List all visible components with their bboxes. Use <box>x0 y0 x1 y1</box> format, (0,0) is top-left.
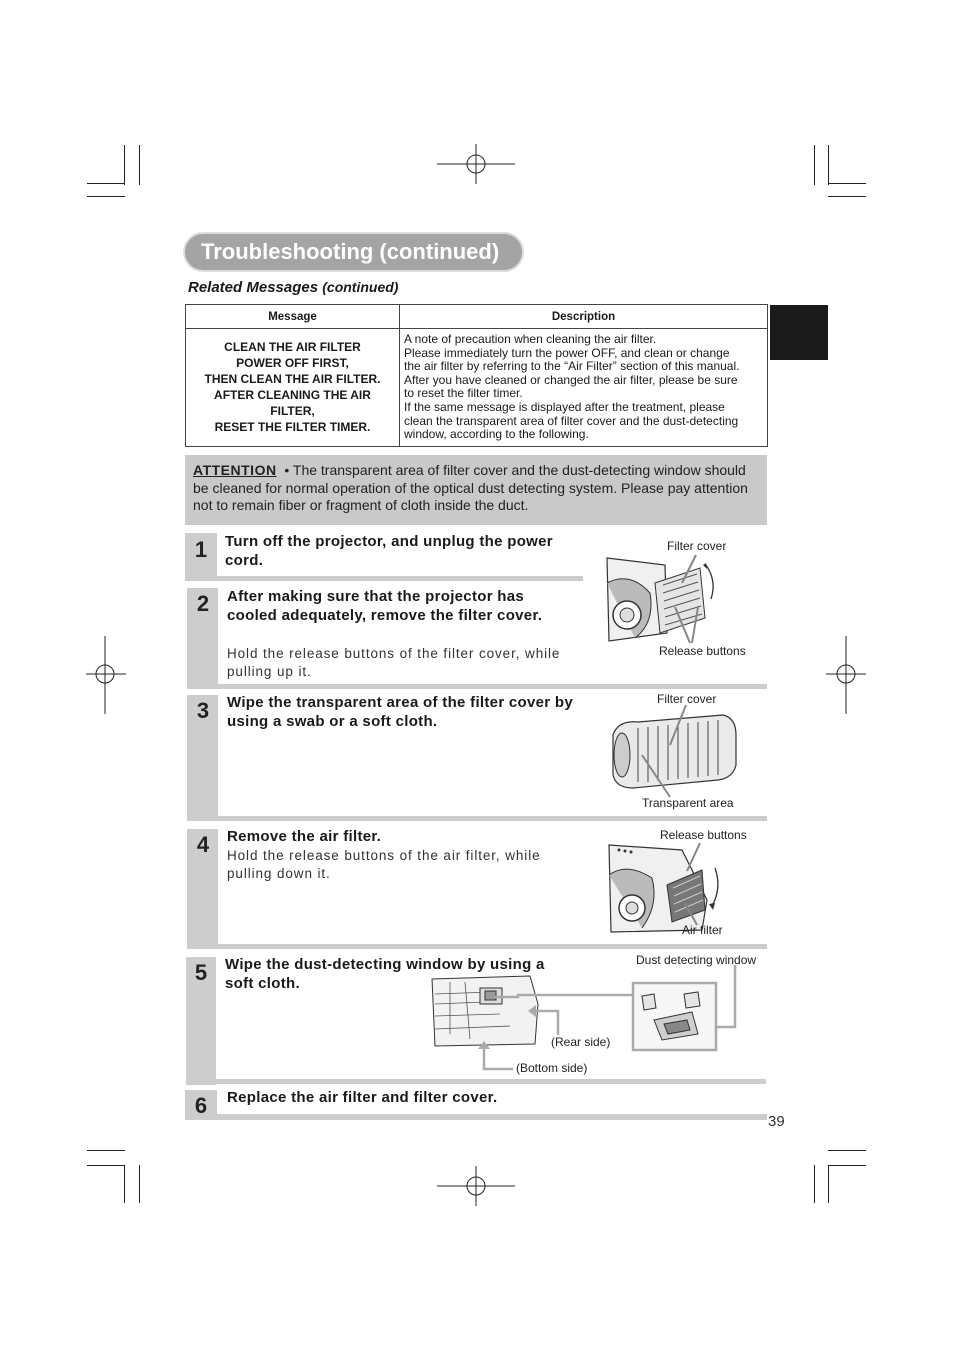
description-cell <box>400 329 768 447</box>
caption-air-filter: Air filter <box>682 923 723 937</box>
step-2-number: 2 <box>196 591 210 616</box>
step-2-title: After making sure that the projector has cooled adequately, remove the filter cover. <box>227 588 543 624</box>
message-line: AFTER CLEANING THE AIR <box>214 388 371 403</box>
caption-bottom-side: (Bottom side) <box>516 1061 588 1075</box>
callout-lines-2 <box>640 705 690 800</box>
registration-mark-top <box>437 144 517 184</box>
table-header-description: Description <box>400 305 768 329</box>
step-4-body: Hold the release buttons of the air filter, while pulling down it. <box>227 848 541 881</box>
related-messages-table <box>185 304 768 447</box>
description-line: A note of precaution when cleaning the air filter. <box>404 332 657 346</box>
page-title: Troubleshooting (continued) <box>201 239 500 264</box>
chapter-tab <box>770 305 828 360</box>
callout-lines-3 <box>665 843 715 928</box>
description-line: window, according to the following. <box>404 427 589 442</box>
step-1-bar-bottom <box>185 576 583 581</box>
description-line: clean the transparent area of filter cover and the dust-detecting <box>404 413 739 428</box>
step-3-bar-bottom <box>187 816 767 821</box>
caption-release-buttons-1: Release buttons <box>659 644 746 658</box>
attention-text-block <box>193 462 753 515</box>
page-number: 39 <box>768 1113 785 1130</box>
callout-lines-1 <box>670 555 710 645</box>
message-line: CLEAN THE AIR FILTER <box>224 340 361 355</box>
description-line: If the same message is displayed after the treatment, please <box>404 399 725 414</box>
caption-filter-cover-1: Filter cover <box>667 539 727 553</box>
step-6-bar-bottom <box>185 1114 767 1120</box>
caption-filter-cover-2: Filter cover <box>657 692 717 706</box>
registration-mark-left <box>86 636 126 714</box>
caption-rear-side: (Rear side) <box>551 1035 611 1049</box>
registration-mark-bottom <box>437 1166 517 1206</box>
step-3-number: 3 <box>196 698 210 723</box>
caption-dust-window: Dust detecting window <box>636 953 757 967</box>
table-row <box>186 329 768 447</box>
registration-mark-right <box>826 636 866 714</box>
description-line: the air filter by referring to the “Air Filter” section of this manual. <box>404 359 740 374</box>
step-1-title: Turn off the projector, and unplug the power cord. <box>225 533 553 569</box>
message-line: POWER OFF FIRST, <box>236 356 349 371</box>
attention-text: • The transparent area of filter cover and the dust-detecting window should be cleaned for normal operation of the optical dust detecting system. Please pay attention not to remain fiber or fragment of cloth inside the duct. <box>193 462 748 513</box>
message-line: THEN CLEAN THE AIR FILTER. <box>204 372 381 387</box>
step-4-number: 4 <box>196 832 210 857</box>
step-2-body: Hold the release buttons of the filter cover, while pulling up it. <box>227 646 561 679</box>
message-cell <box>186 329 400 447</box>
subheading-main: Related Messages <box>188 279 319 296</box>
message-line: FILTER, <box>270 404 315 419</box>
description-line: After you have cleaned or changed the air filter, please be sure <box>404 372 738 387</box>
step-1-number: 1 <box>194 537 208 562</box>
step-6-number: 6 <box>194 1093 208 1118</box>
step-4-bar-bottom <box>187 944 767 949</box>
section-subheading <box>188 279 398 296</box>
table-header-message: Message <box>186 305 400 329</box>
step-6-title: Replace the air filter and filter cover. <box>227 1089 498 1106</box>
description-line: Please immediately turn the power OFF, and clean or change <box>404 345 730 360</box>
message-line: RESET THE FILTER TIMER. <box>214 420 371 435</box>
description-line: to reset the filter timer. <box>404 386 523 401</box>
caption-transparent-area: Transparent area <box>642 796 734 810</box>
step-5-title: Wipe the dust-detecting window by using a soft cloth. <box>225 956 545 992</box>
callout-lines-4 <box>478 965 738 1075</box>
caption-release-buttons-2: Release buttons <box>660 828 747 842</box>
step-4-title: Remove the air filter. <box>227 828 382 845</box>
attention-label: ATTENTION <box>193 462 277 478</box>
step-5-bar-bottom <box>186 1079 766 1084</box>
step-2-bar-bottom <box>187 684 767 689</box>
subheading-continued: (continued) <box>322 279 399 295</box>
step-3-title: Wipe the transparent area of the filter cover by using a swab or a soft cloth. <box>227 694 574 730</box>
step-5-number: 5 <box>194 960 208 985</box>
